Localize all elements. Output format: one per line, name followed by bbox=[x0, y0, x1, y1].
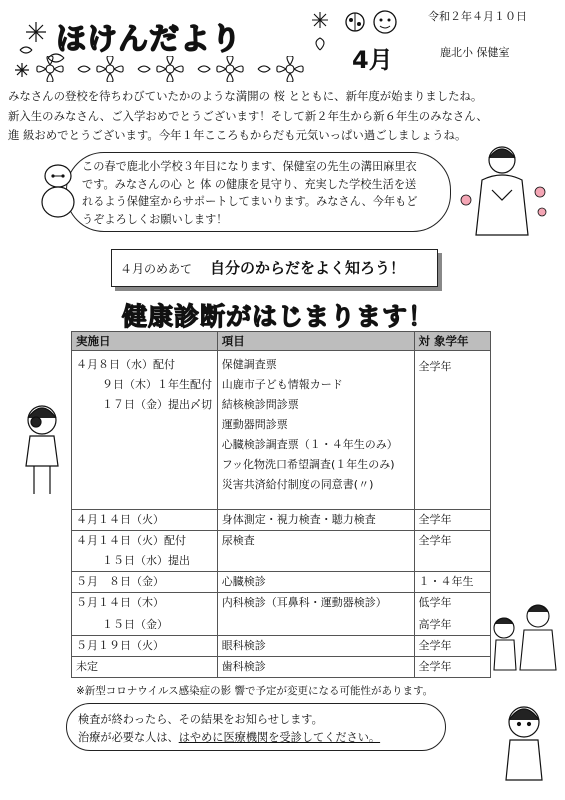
table-header-row bbox=[72, 332, 491, 351]
results-text bbox=[78, 711, 438, 747]
target-cell bbox=[414, 593, 490, 636]
date-line: 未定 bbox=[76, 660, 98, 673]
item-line: 尿検査 bbox=[221, 534, 255, 547]
target-text: 全学年 bbox=[418, 660, 452, 673]
intro-line: みなさんの登校を待ちわびていたかのような満開の 桜 とともに、新年度が始まりましたね。 bbox=[8, 89, 483, 103]
item-cell bbox=[217, 531, 414, 572]
greeting-line: れるよう保健室からサポートしてまいります。みなさん、今年もど bbox=[82, 195, 418, 208]
page-title: ほけんだより bbox=[56, 22, 242, 57]
column-header-item: 項目 bbox=[217, 332, 414, 351]
table-row bbox=[72, 636, 491, 657]
item-line: フッ化物洗口希望調査(１年生のみ) bbox=[221, 458, 395, 471]
target-cell bbox=[414, 510, 490, 531]
item-cell bbox=[217, 572, 414, 593]
month-label: 4月 bbox=[352, 46, 393, 74]
table-row bbox=[72, 657, 491, 678]
item-line: 歯科検診 bbox=[221, 660, 266, 673]
greeting-line: うぞよろしくお願いします！ bbox=[82, 212, 228, 226]
item-cell bbox=[217, 657, 414, 678]
table-row bbox=[72, 531, 491, 572]
date-cell bbox=[72, 636, 218, 657]
results-line-2-emphasis: はやめに医療機関を受診してください。 bbox=[178, 731, 381, 744]
date-line: ４月８日（水）配付 bbox=[76, 358, 175, 371]
date-line: １５日（水）提出 bbox=[102, 554, 190, 567]
item-line: 心臓検診 bbox=[221, 575, 266, 588]
date-line: ４月１４日（火）配付 bbox=[76, 534, 186, 547]
target-cell bbox=[414, 572, 490, 593]
item-line: 災害共済給付制度の同意書(〃) bbox=[221, 478, 374, 491]
table-row bbox=[72, 593, 491, 636]
target-text: 全学年 bbox=[418, 360, 452, 373]
intro-line: 新入生のみなさん、ご入学おめでとうございます！そして新２年生から新６年生のみなさん、 bbox=[8, 108, 488, 123]
date-line: ５月１９日（火） bbox=[76, 639, 164, 652]
date-cell bbox=[72, 572, 218, 593]
date-line: ５月１４日（木） bbox=[76, 596, 164, 609]
target-cell bbox=[414, 531, 490, 572]
target-text: 全学年 bbox=[418, 534, 452, 547]
target-cell bbox=[414, 351, 490, 510]
covid-notice: ※新型コロナウイルス感染症の影 響で予定が変更になる可能性があります。 bbox=[76, 685, 434, 697]
target-text: １・４年生 bbox=[418, 575, 474, 588]
date-line: ４月１４日（火） bbox=[76, 513, 164, 526]
column-header-date: 実施日 bbox=[72, 332, 218, 351]
checkup-heading: 健康診断がはじまります！ bbox=[122, 302, 435, 331]
column-header-target: 対 象学年 bbox=[414, 332, 490, 351]
table-row bbox=[72, 351, 491, 510]
results-line-1: 検査が終わったら、その結果をお知らせします。 bbox=[78, 713, 323, 726]
item-line: 結核検診問診票 bbox=[221, 398, 299, 411]
item-cell bbox=[217, 636, 414, 657]
doctor-exam-illustration bbox=[490, 598, 560, 682]
table-row bbox=[72, 510, 491, 531]
item-line: 内科検診（耳鼻科・運動器検診） bbox=[221, 596, 387, 609]
date-cell bbox=[72, 531, 218, 572]
item-cell bbox=[217, 351, 414, 510]
intro-paragraph bbox=[8, 87, 556, 146]
target-text: 全学年 bbox=[418, 513, 452, 526]
item-line: 運動器問診票 bbox=[221, 418, 288, 431]
checkup-schedule-table bbox=[71, 331, 491, 678]
school-name: 鹿北小 保健室 bbox=[440, 46, 510, 59]
date-line: ９日（木）１年生配付 bbox=[102, 378, 212, 391]
item-line: 身体測定・視力検査・聴力検査 bbox=[221, 513, 376, 526]
flower-icon bbox=[300, 10, 340, 70]
greeting-line: この春で鹿北小学校３年目になります、保健室の先生の溝田麻里衣 bbox=[82, 160, 417, 173]
date-cell bbox=[72, 351, 218, 510]
results-line-2-plain: 治療が必要な人は、 bbox=[78, 731, 179, 744]
goal-text: 自分のからだをよく知ろう！ bbox=[210, 259, 406, 277]
child-eye-test-illustration bbox=[14, 400, 70, 504]
greeting-text bbox=[82, 158, 437, 228]
item-line: 眼科検診 bbox=[221, 639, 266, 652]
goal-label: ４月のめあて bbox=[120, 262, 193, 276]
date-cell bbox=[72, 657, 218, 678]
item-line: 心臓検診調査票（１・４年生のみ） bbox=[221, 438, 398, 451]
date-cell bbox=[72, 593, 218, 636]
table-row bbox=[72, 572, 491, 593]
greeting-line: です。みなさんの心 と 体 の健康を見守り、充実した学校生活を送 bbox=[82, 177, 417, 191]
item-line: 山鹿市子ども情報カード bbox=[221, 378, 343, 391]
target-text: 低学年 bbox=[418, 596, 452, 609]
child-illustration bbox=[494, 700, 554, 794]
robot-character-icon bbox=[36, 160, 82, 224]
target-cell bbox=[414, 636, 490, 657]
target-text: 全学年 bbox=[418, 639, 452, 652]
results-line-2 bbox=[78, 729, 438, 747]
issue-date: 令和２年４月１０日 bbox=[428, 10, 527, 23]
date-line: １５日（金） bbox=[102, 618, 168, 631]
item-cell bbox=[217, 510, 414, 531]
item-cell bbox=[217, 593, 414, 636]
target-cell bbox=[414, 657, 490, 678]
flower-decoration-right bbox=[300, 10, 340, 74]
item-line: 保健調査票 bbox=[221, 358, 277, 371]
date-cell bbox=[72, 510, 218, 531]
nurse-illustration bbox=[452, 140, 552, 244]
intro-line: 進 級おめでとうございます。今年１年こころもからだも元気いっぱい過ごしましょうね。 bbox=[8, 128, 467, 142]
target-text: 高学年 bbox=[418, 618, 452, 631]
date-line: １７日（金）提出〆切 bbox=[102, 398, 212, 411]
date-line: ５月 ８日（金） bbox=[76, 575, 164, 588]
